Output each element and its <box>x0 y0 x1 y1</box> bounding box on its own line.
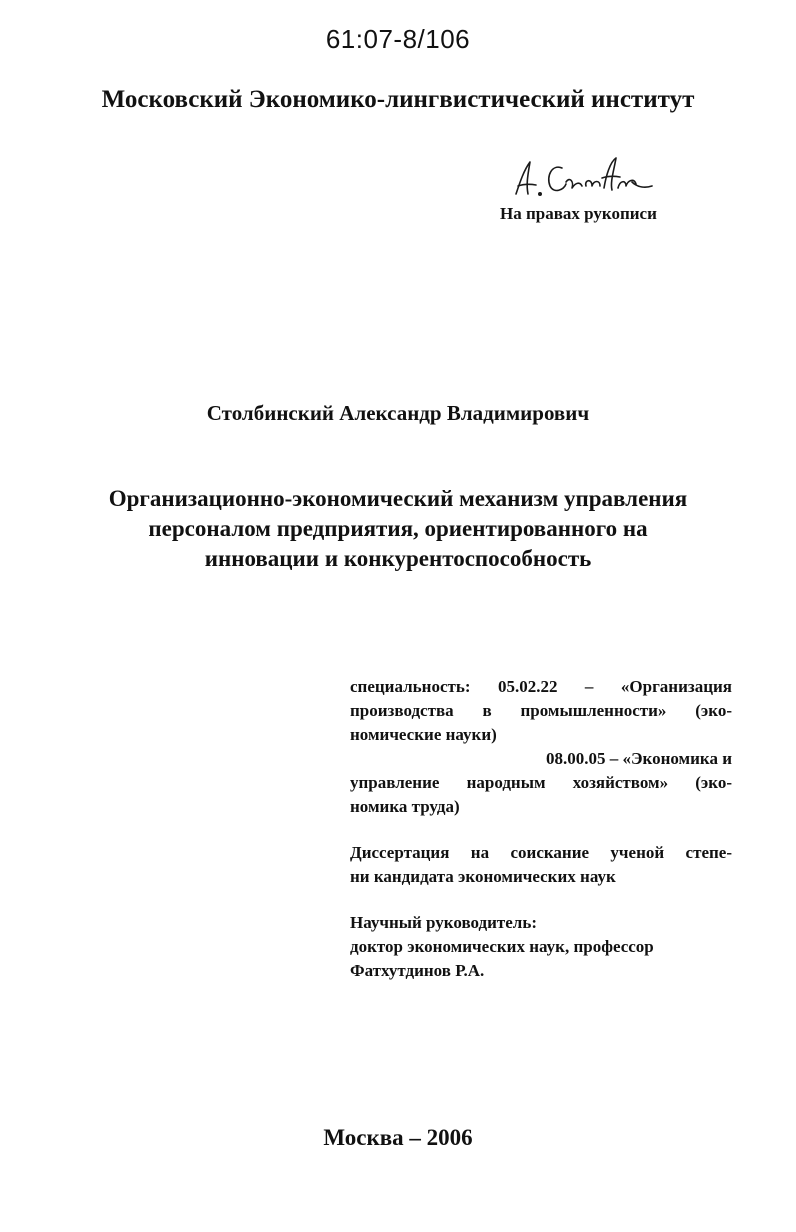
dissertation-title <box>48 484 748 574</box>
advisor-line: доктор экономических наук, профессор <box>350 937 654 956</box>
specialty-line: специальность: 05.02.22 – «Организация <box>350 677 732 696</box>
dissertation-line: Диссертация на соискание ученой степе- <box>350 843 732 862</box>
scientific-advisor <box>350 911 732 983</box>
institute-name: Московский Экономико-лингвистический институт <box>101 86 695 113</box>
dissertation-line: ни кандидата экономических наук <box>350 867 616 886</box>
city-year: Москва – 2006 <box>323 1125 473 1150</box>
author-name: Столбинский Александр Владимирович <box>206 401 590 425</box>
advisor-line: Фатхутдинов Р.А. <box>350 961 485 980</box>
advisor-line: Научный руководитель: <box>350 913 537 932</box>
specialty-line: производства в промышленности» (эко- <box>350 701 732 720</box>
specialty-line: номические науки) <box>350 725 497 744</box>
catalog-number: 61:07-8/106 <box>325 24 471 54</box>
manuscript-rights-note: На правах рукописи <box>500 204 657 223</box>
specialty-block <box>350 675 732 819</box>
title-line: персоналом предприятия, ориентированного на <box>148 516 648 541</box>
specialty-line: номика труда) <box>350 797 460 816</box>
specialty-line: управление народным хозяйством» (эко- <box>350 773 732 792</box>
title-line: инновации и конкурентоспособность <box>204 546 592 571</box>
dissertation-purpose <box>350 841 732 889</box>
specialty-line: 08.00.05 – «Экономика и <box>545 749 732 768</box>
title-line: Организационно-экономический механизм управления <box>108 486 688 511</box>
handwritten-signature <box>506 152 656 202</box>
